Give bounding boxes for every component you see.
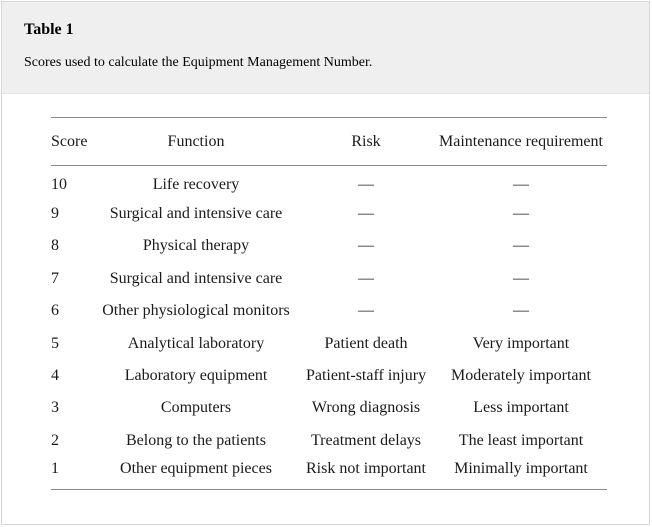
cell-score: 6 bbox=[51, 302, 59, 320]
cell-maintenance: — bbox=[513, 176, 529, 194]
table-row bbox=[51, 425, 607, 457]
cell-risk: — bbox=[358, 237, 374, 255]
cell-function: Physical therapy bbox=[142, 237, 250, 255]
table-row bbox=[51, 198, 607, 230]
scores-table bbox=[51, 117, 607, 490]
cell-maintenance: The least important bbox=[458, 431, 584, 449]
header-score: Score bbox=[51, 132, 88, 150]
table-title: Table 1 bbox=[24, 21, 74, 38]
cell-function: Computers bbox=[160, 399, 232, 417]
cell-score: 5 bbox=[51, 334, 59, 352]
header-maintenance: Maintenance requirement bbox=[439, 132, 603, 150]
cell-function: Other equipment pieces bbox=[120, 459, 272, 477]
cell-score: 7 bbox=[51, 269, 59, 287]
cell-score: 4 bbox=[51, 367, 59, 385]
cell-function: Other physiological monitors bbox=[102, 302, 290, 320]
cell-maintenance: — bbox=[513, 237, 529, 255]
cell-risk: Patient-staff injury bbox=[305, 367, 427, 385]
cell-score: 9 bbox=[51, 205, 59, 223]
cell-function: Surgical and intensive care bbox=[109, 269, 283, 287]
cell-function: Laboratory equipment bbox=[124, 367, 268, 385]
table-figure bbox=[1, 1, 650, 525]
cell-maintenance: Minimally important bbox=[454, 459, 588, 477]
cell-risk: — bbox=[358, 269, 374, 287]
cell-maintenance: — bbox=[513, 205, 529, 223]
table-row bbox=[51, 230, 607, 262]
cell-score: 3 bbox=[51, 399, 59, 417]
table-row bbox=[51, 392, 607, 424]
table-row bbox=[51, 327, 607, 359]
table-row bbox=[51, 295, 607, 327]
table-description: Scores used to calculate the Equipment Management Number. bbox=[24, 55, 373, 70]
cell-risk: Patient death bbox=[324, 334, 408, 352]
cell-risk: — bbox=[358, 205, 374, 223]
table-caption bbox=[2, 2, 649, 94]
cell-risk: — bbox=[358, 176, 374, 194]
cell-function: Life recovery bbox=[152, 176, 240, 194]
table-row bbox=[51, 263, 607, 295]
cell-risk: — bbox=[358, 302, 374, 320]
header-risk: Risk bbox=[351, 132, 381, 150]
cell-score: 8 bbox=[51, 237, 59, 255]
cell-risk: Risk not important bbox=[306, 459, 426, 477]
table-row bbox=[51, 360, 607, 392]
cell-maintenance: — bbox=[513, 302, 529, 320]
table-row bbox=[51, 166, 607, 198]
cell-maintenance: Moderately important bbox=[451, 367, 591, 385]
header-function: Function bbox=[167, 132, 225, 150]
cell-function: Surgical and intensive care bbox=[109, 205, 283, 223]
cell-maintenance: Very important bbox=[472, 334, 570, 352]
cell-function: Analytical laboratory bbox=[127, 334, 265, 352]
table-header-row bbox=[51, 118, 607, 166]
cell-score: 2 bbox=[51, 431, 59, 449]
cell-maintenance: Less important bbox=[473, 399, 569, 417]
cell-maintenance: — bbox=[513, 269, 529, 287]
table-row bbox=[51, 457, 607, 489]
cell-risk: Wrong diagnosis bbox=[311, 399, 421, 417]
cell-function: Belong to the patients bbox=[126, 431, 266, 449]
cell-risk: Treatment delays bbox=[310, 431, 422, 449]
cell-score: 1 bbox=[51, 459, 59, 477]
cell-score: 10 bbox=[51, 176, 67, 194]
